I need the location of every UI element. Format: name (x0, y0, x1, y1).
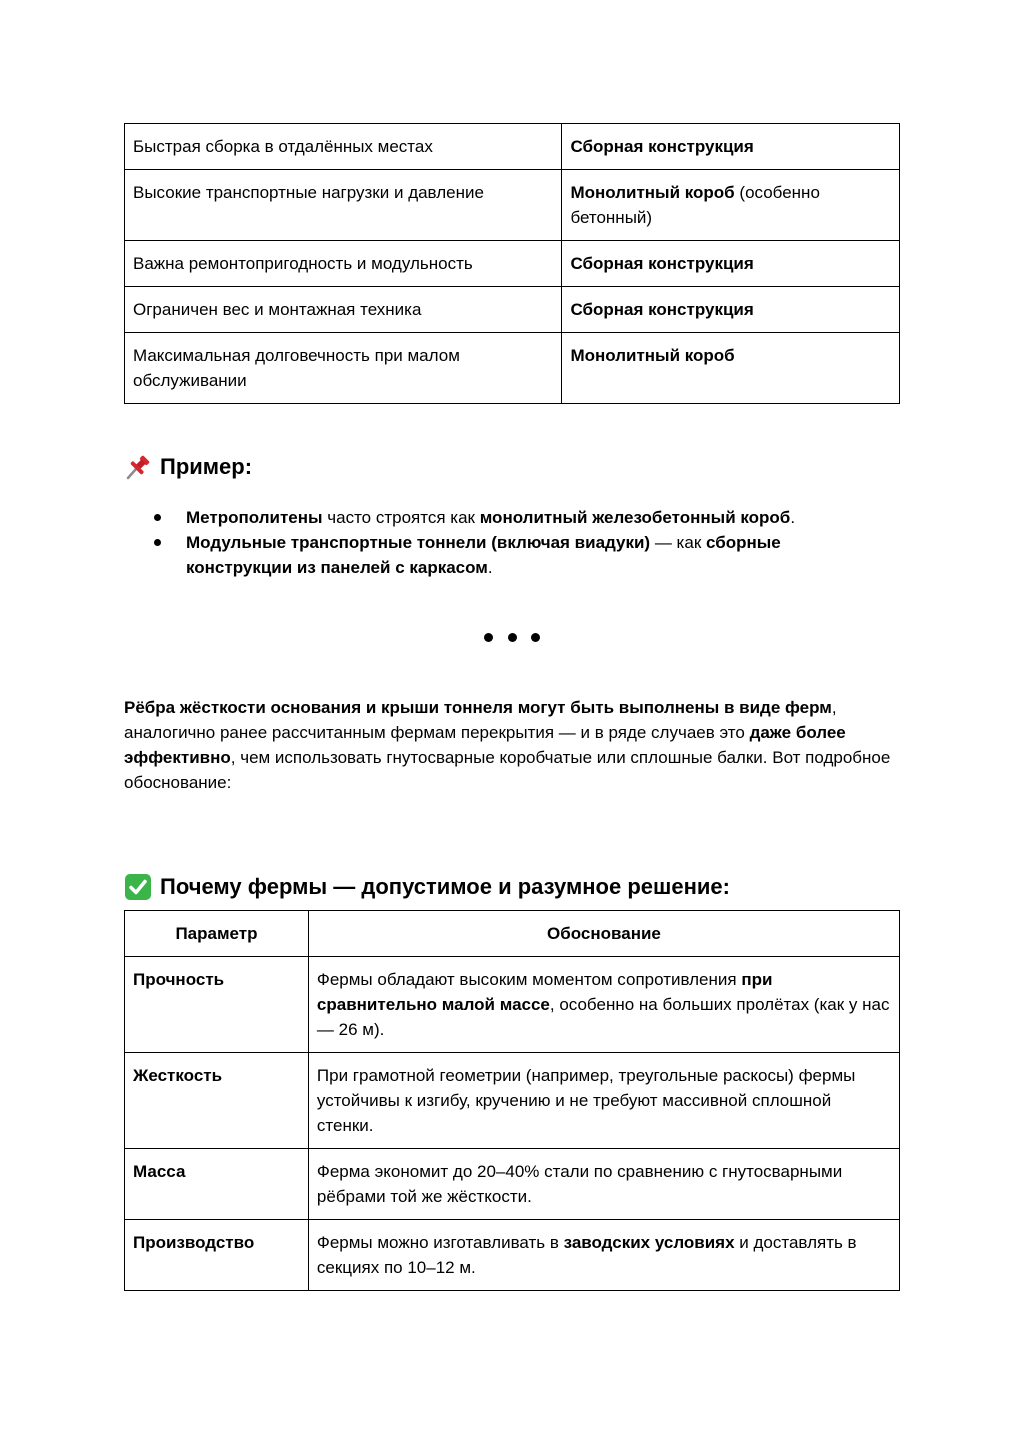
check-mark-icon (124, 873, 152, 901)
table-row (125, 957, 900, 1053)
solution-cell: Сборная конструкция (562, 287, 900, 333)
param-cell: Жесткость (125, 1053, 309, 1149)
table-header-row (125, 911, 900, 957)
reason-cell: При грамотной геометрии (например, треугольные раскосы) фермы устойчивы к изгибу, кручению и не требуют массивной сплошной стенки. (308, 1053, 899, 1149)
example-heading (124, 452, 252, 482)
divider-dot (484, 633, 493, 642)
example-heading-text: Пример: (160, 454, 253, 479)
pushpin-icon (124, 453, 152, 481)
table-row (125, 170, 900, 241)
column-header: Обоснование (308, 911, 899, 957)
table-row (125, 124, 900, 170)
bullet-icon (154, 539, 161, 546)
solution-cell: Монолитный короб (особенно бетонный) (562, 170, 900, 241)
bullet-icon (154, 514, 161, 521)
list-item: Метрополитены часто строятся как монолитный железобетонный короб. (124, 505, 884, 530)
table-row (125, 333, 900, 404)
reason-cell: Фермы можно изготавливать в заводских условиях и доставлять в секциях по 10–12 м. (308, 1220, 899, 1291)
condition-cell: Быстрая сборка в отдалённых местах (125, 124, 562, 170)
table-row (125, 241, 900, 287)
condition-cell: Важна ремонтопригодность и модульность (125, 241, 562, 287)
table-row (125, 287, 900, 333)
param-cell: Масса (125, 1149, 309, 1220)
condition-cell: Максимальная долговечность при малом обслуживании (125, 333, 562, 404)
why-heading (124, 872, 730, 902)
table-row (125, 1220, 900, 1291)
solution-cell: Сборная конструкция (562, 124, 900, 170)
param-cell: Производство (125, 1220, 309, 1291)
solution-cell: Монолитный короб (562, 333, 900, 404)
list-item: Модульные транспортные тоннели (включая виадуки) — как сборные конструкции из панелей с каркасом. (124, 530, 884, 580)
table-row (125, 1053, 900, 1149)
condition-cell: Ограничен вес и монтажная техника (125, 287, 562, 333)
justification-table (124, 910, 900, 1291)
section-divider (484, 631, 540, 643)
reason-cell: Ферма экономит до 20–40% стали по сравнению с гнутосварными рёбрами той же жёсткости. (308, 1149, 899, 1220)
param-cell: Прочность (125, 957, 309, 1053)
comparison-table (124, 123, 900, 404)
why-heading-text: Почему фермы — допустимое и разумное решение: (160, 874, 730, 899)
solution-cell: Сборная конструкция (562, 241, 900, 287)
divider-dot (531, 633, 540, 642)
divider-dot (508, 633, 517, 642)
intro-paragraph: Рёбра жёсткости основания и крыши тоннеля могут быть выполнены в виде ферм, аналогично ранее рассчитанным фермам перекрытия — и в ряде случаев это даже более эффективно, чем использовать гнутосварные коробчатые или сплошные балки. Вот подробное обоснование: (124, 698, 891, 792)
reason-cell: Фермы обладают высоким моментом сопротивления при сравнительно малой массе, особенно на больших пролётах (как у нас — 26 м). (308, 957, 899, 1053)
table-row (125, 1149, 900, 1220)
example-list (124, 505, 884, 580)
column-header: Параметр (125, 911, 309, 957)
condition-cell: Высокие транспортные нагрузки и давление (125, 170, 562, 241)
